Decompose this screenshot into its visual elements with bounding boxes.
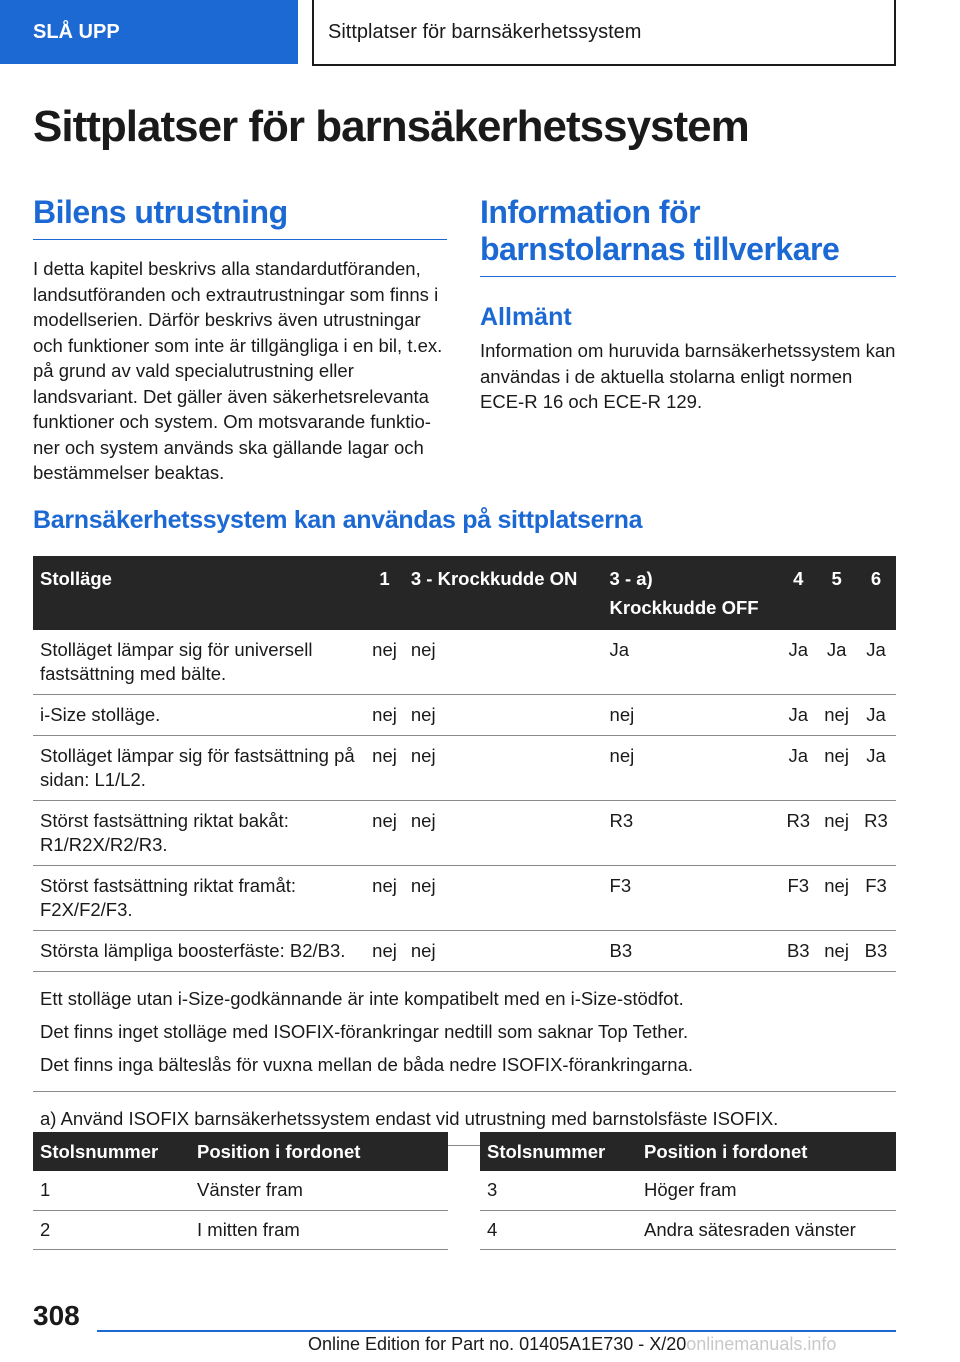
table-cell: Ja bbox=[779, 630, 817, 695]
table-cell: nej bbox=[404, 736, 603, 801]
table-cell: Ja bbox=[779, 736, 817, 801]
table-notes bbox=[33, 972, 896, 1092]
footer-watermark: onlinemanuals.info bbox=[686, 1334, 837, 1354]
table-row bbox=[33, 695, 896, 736]
table-cell: nej bbox=[365, 866, 404, 931]
table-cell: R3 bbox=[779, 801, 817, 866]
table-row bbox=[33, 1171, 448, 1210]
table-cell: 1 bbox=[33, 1171, 190, 1210]
table-cell: nej bbox=[365, 630, 404, 695]
table-cell: 4 bbox=[480, 1210, 637, 1249]
table-cell: I mitten fram bbox=[190, 1210, 448, 1249]
table-row bbox=[33, 630, 896, 695]
table-notes-row bbox=[33, 972, 896, 1092]
table-section-heading: Barnsäkerhetssystem kan användas på sittplatserna bbox=[33, 506, 643, 534]
heading-bilens-utrustning: Bilens utrustning bbox=[33, 194, 447, 240]
table-cell: nej bbox=[817, 736, 856, 801]
footer-divider bbox=[97, 1330, 896, 1332]
table-cell: nej bbox=[817, 931, 856, 972]
footer-edition bbox=[308, 1334, 836, 1355]
table-cell: Ja bbox=[779, 695, 817, 736]
table-row bbox=[33, 1210, 448, 1249]
header-seat-3-off-line1: 3 - a) bbox=[609, 568, 653, 589]
general-paragraph: Information om huruvida barnsäkerhetssystem kan användas i de aktuella stolarna enligt normen ECE-R 16 och ECE-R 129. bbox=[480, 340, 896, 412]
header-stolsnummer: Stolsnummer bbox=[33, 1132, 190, 1171]
header-position: Position i fordonet bbox=[190, 1132, 448, 1171]
page-title: Sittplatser för barnsäkerhetssystem bbox=[33, 102, 749, 151]
table-cell: nej bbox=[603, 695, 780, 736]
table-cell: i-Size stolläge. bbox=[33, 695, 365, 736]
table-cell: nej bbox=[404, 695, 603, 736]
seat-table-header-row bbox=[33, 556, 896, 630]
subheading-allmant: Allmänt bbox=[480, 303, 572, 331]
table-cell: nej bbox=[404, 866, 603, 931]
position-table-left bbox=[33, 1132, 448, 1250]
position-table-header-row bbox=[480, 1132, 896, 1171]
table-cell: nej bbox=[365, 736, 404, 801]
header-seat-3-off bbox=[603, 556, 780, 630]
table-cell: B3 bbox=[779, 931, 817, 972]
header-position: Position i fordonet bbox=[637, 1132, 896, 1171]
table-cell: nej bbox=[404, 801, 603, 866]
table-footnote: a) Använd ISOFIX barnsäkerhetssystem endast vid utrustning med barnstolsfäste ISOFIX. bbox=[33, 1092, 896, 1146]
table-cell: nej bbox=[817, 801, 856, 866]
table-cell: nej bbox=[404, 630, 603, 695]
note-line: Det finns inga bälteslås för vuxna mellan de båda nedre ISOFIX-förankringarna. bbox=[40, 1054, 694, 1075]
table-cell: 3 bbox=[480, 1171, 637, 1210]
intro-paragraph: I detta kapitel beskrivs alla standardutföranden, landsutföranden och extrautrustningar som finns i modellserien. Därför beskrivs även utrustningar och funktioner som inte är tillgängliga i en bil, t.ex. på grund av vald specialutrustning eller landsvariant. Det gäller även säkerhetsrelevanta funktioner och system. Om motsvarande funktio- ner och system används ska gällande lagar och bestämmelser beaktas. bbox=[33, 258, 443, 483]
table-cell: nej bbox=[365, 931, 404, 972]
right-column bbox=[480, 194, 896, 415]
table-cell: 2 bbox=[33, 1210, 190, 1249]
table-cell: nej bbox=[365, 801, 404, 866]
position-table-header-row bbox=[33, 1132, 448, 1171]
table-cell: R3 bbox=[603, 801, 780, 866]
table-cell: nej bbox=[603, 736, 780, 801]
table-row bbox=[480, 1171, 896, 1210]
table-cell: R3 bbox=[856, 801, 896, 866]
table-cell: Störst fastsättning riktat framåt: F2X/F2/F3. bbox=[33, 866, 365, 931]
table-cell: F3 bbox=[856, 866, 896, 931]
table-cell: Ja bbox=[856, 630, 896, 695]
table-cell: Störst fastsättning riktat bakåt: R1/R2X/R2/R3. bbox=[33, 801, 365, 866]
header-seat-3-off-line2: Krockkudde OFF bbox=[609, 597, 759, 618]
table-cell: Största lämpliga boosterfäste: B2/B3. bbox=[33, 931, 365, 972]
footer-edition-text: Online Edition for Part no. 01405A1E730 - X/20 bbox=[308, 1334, 687, 1354]
seat-table bbox=[33, 556, 896, 1146]
table-cell: Vänster fram bbox=[190, 1171, 448, 1210]
table-cell: Ja bbox=[856, 736, 896, 801]
header-seat-5: 5 bbox=[817, 556, 856, 630]
header-seat-3-on: 3 - Krockkudde ON bbox=[404, 556, 603, 630]
left-column bbox=[33, 194, 447, 486]
table-row bbox=[480, 1210, 896, 1249]
table-cell: F3 bbox=[603, 866, 780, 931]
note-line: Ett stolläge utan i-Size-godkännande är inte kompatibelt med en i-Size-stödfot. bbox=[40, 988, 684, 1009]
table-row bbox=[33, 931, 896, 972]
header-section-title: Sittplatser för barnsäkerhetssystem bbox=[312, 0, 896, 66]
table-row bbox=[33, 866, 896, 931]
table-cell: Stolläget lämpar sig för fastsättning på sidan: L1/L2. bbox=[33, 736, 365, 801]
note-line: Det finns inget stolläge med ISOFIX-förankringar nedtill som saknar Top Tether. bbox=[40, 1021, 689, 1042]
table-cell: Höger fram bbox=[637, 1171, 896, 1210]
header-seat-4: 4 bbox=[779, 556, 817, 630]
table-cell: nej bbox=[817, 866, 856, 931]
table-cell: Andra sätesraden vänster bbox=[637, 1210, 896, 1249]
header-seat-1: 1 bbox=[365, 556, 404, 630]
table-cell: F3 bbox=[779, 866, 817, 931]
page-number: 308 bbox=[33, 1300, 80, 1331]
heading-information-tillverkare: Information för barnstolarnas tillverkare bbox=[480, 194, 896, 277]
table-row bbox=[33, 736, 896, 801]
table-cell: Ja bbox=[603, 630, 780, 695]
table-cell: nej bbox=[404, 931, 603, 972]
table-cell: Stolläget lämpar sig för universell fastsättning med bälte. bbox=[33, 630, 365, 695]
table-row bbox=[33, 801, 896, 866]
header-stolsnummer: Stolsnummer bbox=[480, 1132, 637, 1171]
table-cell: B3 bbox=[856, 931, 896, 972]
table-cell: nej bbox=[365, 695, 404, 736]
table-cell: Ja bbox=[817, 630, 856, 695]
table-cell: B3 bbox=[603, 931, 780, 972]
position-table-right bbox=[480, 1132, 896, 1250]
nav-tab-sla-upp[interactable]: SLÅ UPP bbox=[0, 0, 298, 64]
header-seat-6: 6 bbox=[856, 556, 896, 630]
header-stollage: Stolläge bbox=[33, 556, 365, 630]
table-cell: Ja bbox=[856, 695, 896, 736]
table-cell: nej bbox=[817, 695, 856, 736]
